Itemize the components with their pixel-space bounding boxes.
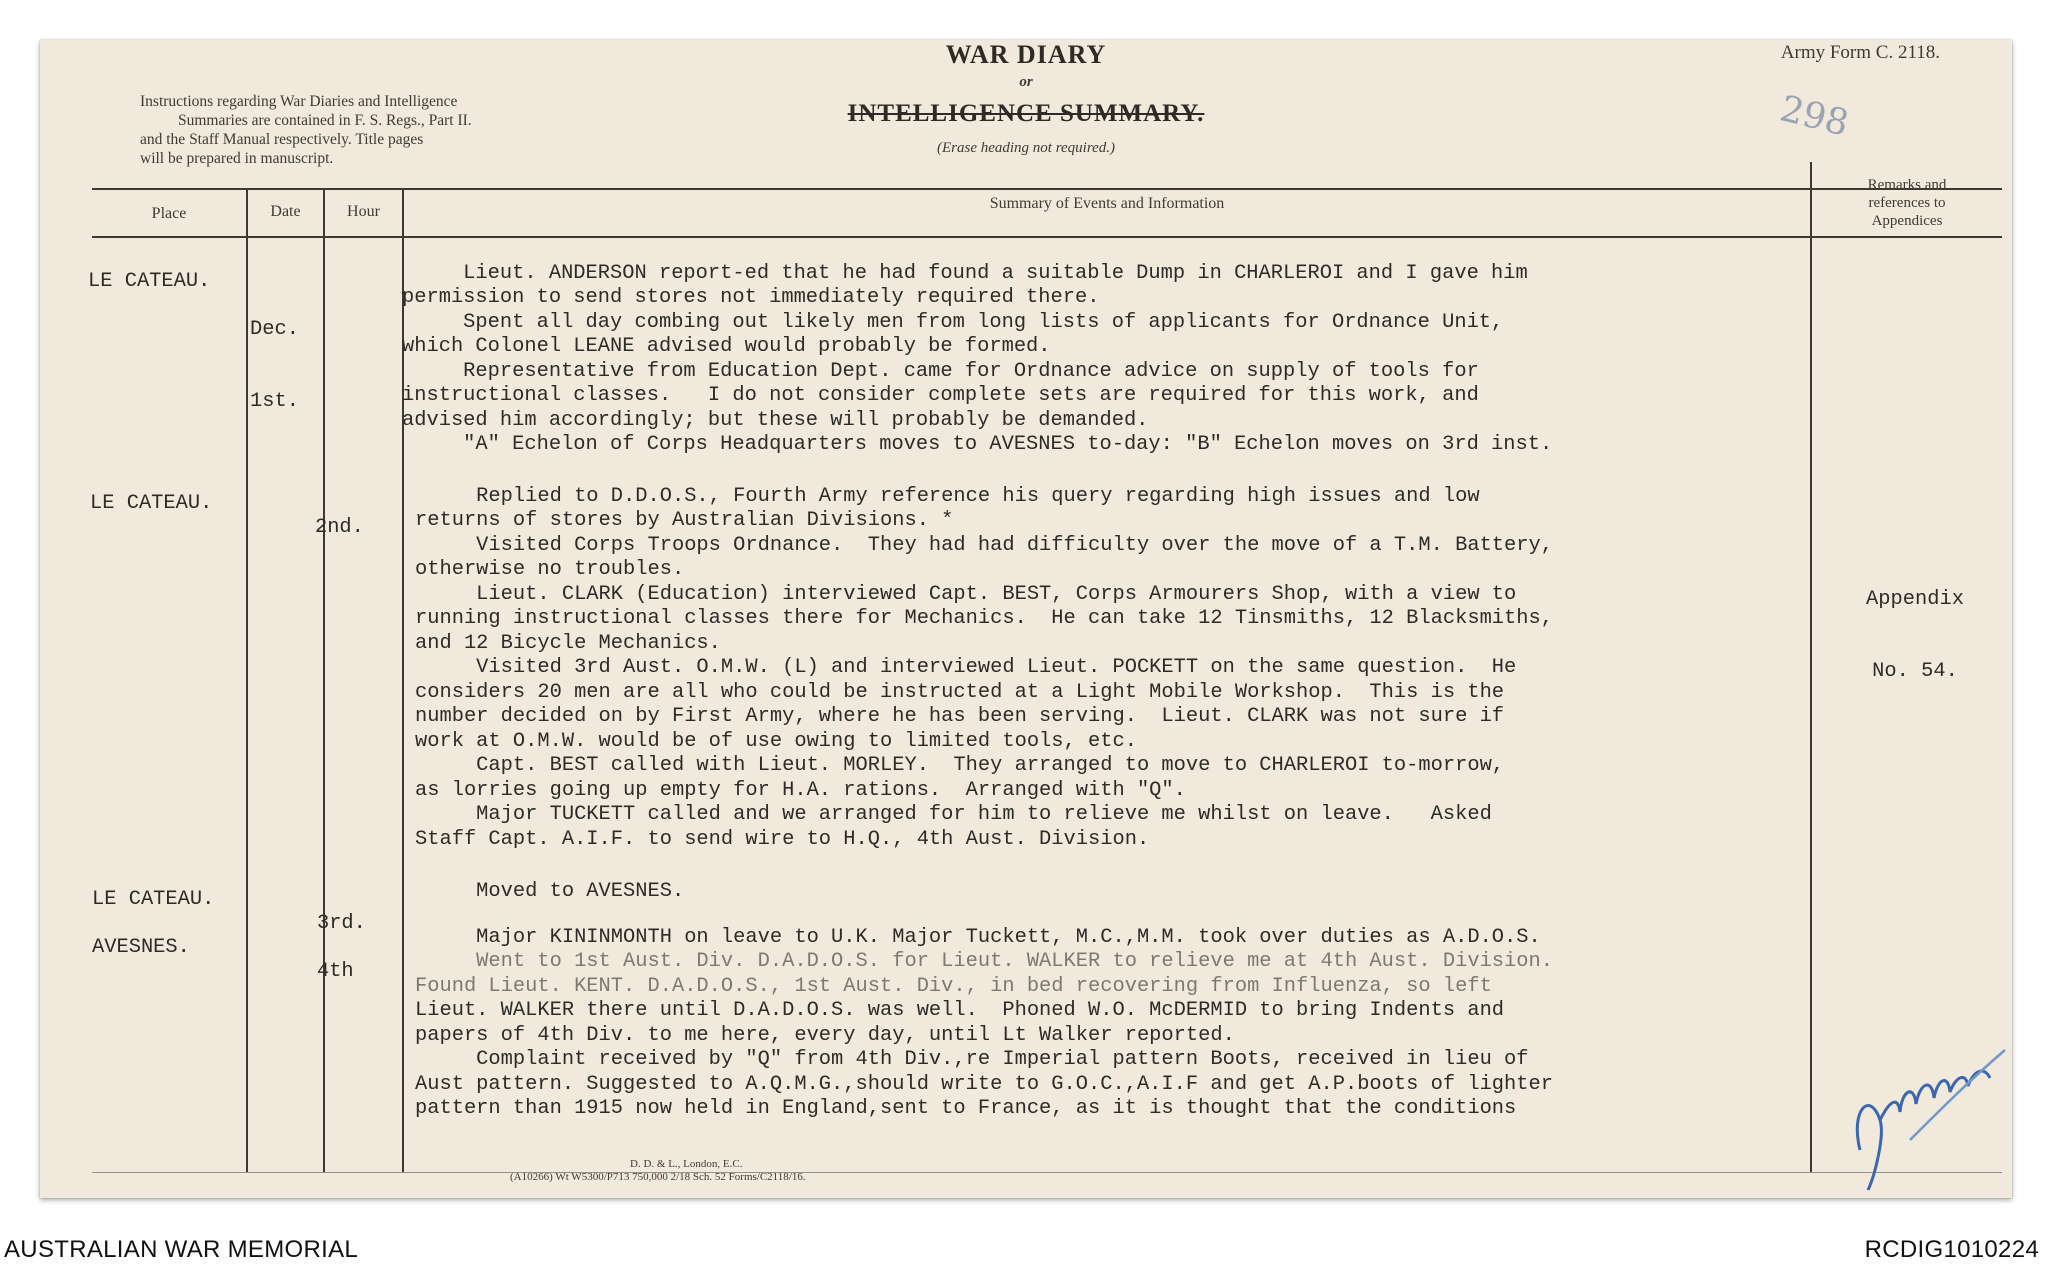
summary-line: as lorries going up empty for H.A. rations. Arranged with "Q".: [415, 779, 1186, 802]
title-or: or: [1019, 74, 1033, 90]
summary-line: papers of 4th Div. to me here, every day, until Lt Walker reported.: [415, 1024, 1235, 1047]
table-top-rule: [92, 188, 2002, 190]
column-header-place: Place: [151, 205, 187, 222]
printer-name: D. D. & L., London, E.C.: [630, 1158, 743, 1170]
remarks-header-line: Remarks and: [1867, 177, 1947, 193]
summary-line: returns of stores by Australian Divisions. *: [415, 509, 954, 532]
remarks-header-line: references to: [1868, 195, 1946, 211]
column-header-date: Date: [270, 203, 301, 220]
entry-date-line: 4th: [316, 960, 354, 983]
summary-line: Major TUCKETT called and we arranged for him to relieve me whilst on leave. Asked: [415, 803, 1492, 826]
erase-heading-note: (Erase heading not required.): [936, 140, 1116, 156]
summary-line: work at O.M.W. would be of use owing to limited tools, etc.: [415, 730, 1137, 753]
summary-line: Spent all day combing out likely men from long lists of applicants for Ordnance Unit,: [402, 311, 1504, 334]
summary-line: Staff Capt. A.I.F. to send wire to H.Q., 4th Aust. Division.: [415, 828, 1150, 851]
entry-date-line: 2nd.: [314, 516, 364, 539]
remarks-header-line: Appendices: [1871, 213, 1943, 229]
summary-line: considers 20 men are all who could be instructed at a Light Mobile Workshop. This is the: [415, 681, 1505, 704]
summary-line: running instructional classes there for Mechanics. He can take 12 Tinsmiths, 12 Blacksmiths,: [415, 607, 1553, 630]
appendix-reference: [1820, 540, 2010, 732]
summary-line: otherwise no troubles.: [415, 558, 685, 581]
summary-line: Lieut. ANDERSON report-ed that he had found a suitable Dump in CHARLEROI and I gave him: [402, 262, 1528, 285]
appendix-label: Appendix: [1866, 588, 1964, 611]
instructions-line: will be prepared in manuscript.: [140, 150, 334, 167]
entry-date-line: 1st.: [250, 390, 299, 413]
summary-line: Major KININMONTH on leave to U.K. Major Tuckett, M.C.,M.M. took over duties as A.D.O.S.: [415, 926, 1541, 949]
summary-line: Lieut. WALKER there until D.A.D.O.S. was well. Phoned W.O. McDERMID to bring Indents and: [415, 999, 1505, 1022]
entry-date: [250, 270, 299, 462]
war-diary-page: [40, 40, 2012, 1198]
archive-caption-right: RCDIG1010224: [1864, 1236, 2039, 1263]
summary-line: Representative from Education Dept. came for Ordnance advice on supply of tools for: [402, 360, 1479, 383]
column-divider: [1810, 162, 1812, 1172]
summary-line: permission to send stores not immediately required there.: [402, 286, 1100, 309]
column-header-hour: Hour: [347, 203, 380, 220]
summary-line: Capt. BEST called with Lieut. MORLEY. They arranged to move to CHARLEROI to-morrow,: [415, 754, 1505, 777]
entry-place: LE CATEAU.: [88, 270, 211, 293]
form-code: (A10266) Wt W5300/P713 750,000 2/18 Sch. 52 Forms/C2118/16.: [510, 1171, 806, 1183]
printer-imprint: [510, 1158, 806, 1184]
title-intelligence-summary: INTELLIGENCE SUMMARY.: [847, 100, 1205, 127]
summary-line: Complaint received by "Q" from 4th Div.,re Imperial pattern Boots, received in lieu of: [415, 1048, 1529, 1071]
instructions-line: Instructions regarding War Diaries and Intelligence: [140, 93, 458, 110]
entry-date-line: Dec.: [250, 318, 299, 341]
handwritten-signature: [1840, 1000, 2010, 1200]
entry-place: LE CATEAU.: [90, 492, 213, 515]
entry-date-line: 3rd.: [316, 912, 366, 935]
summary-line: Replied to D.D.O.S., Fourth Army reference his query regarding high issues and low: [415, 485, 1480, 508]
summary-line: which Colonel LEANE advised would probably be formed.: [402, 335, 1051, 358]
instructions-line: Summaries are contained in F. S. Regs., Part II.: [178, 112, 472, 129]
summary-line: and 12 Bicycle Mechanics.: [415, 632, 721, 655]
table-bottom-rule: [92, 1172, 2002, 1173]
summary-line: Moved to AVESNES.: [415, 880, 685, 903]
archive-caption-left: AUSTRALIAN WAR MEMORIAL: [4, 1236, 359, 1263]
pencilled-folio-number: 298: [1776, 88, 1853, 145]
summary-line: Lieut. CLARK (Education) interviewed Capt. BEST, Corps Armourers Shop, with a view to: [415, 583, 1517, 606]
entry-place: AVESNES.: [92, 936, 190, 959]
summary-line: pattern than 1915 now held in England,sent to France, as it is thought that the conditions: [415, 1097, 1517, 1120]
summary-line: advised him accordingly; but these will probably be demanded.: [402, 409, 1149, 432]
summary-line: Aust pattern. Suggested to A.Q.M.G.,should write to G.O.C.,A.I.F and get A.P.boots of lighter: [415, 1073, 1553, 1096]
column-divider: [246, 188, 248, 1172]
army-form-number: Army Form C. 2118.: [1780, 42, 1940, 63]
summary-line: number decided on by First Army, where he has been serving. Lieut. CLARK was not sure if: [415, 705, 1505, 728]
summary-line: instructional classes. I do not consider complete sets are required for this work, and: [402, 384, 1479, 407]
title-war-diary: WAR DIARY: [945, 40, 1107, 69]
column-header-remarks: [1812, 176, 2002, 230]
appendix-number: No. 54.: [1872, 660, 1958, 683]
entry-place: LE CATEAU.: [92, 888, 215, 911]
column-header-summary: Summary of Events and Information: [989, 195, 1225, 212]
summary-line: Visited Corps Troops Ordnance. They had had difficulty over the move of a T.M. Battery,: [415, 534, 1553, 557]
entry-date: [266, 492, 364, 564]
summary-line: Visited 3rd Aust. O.M.W. (L) and interviewed Lieut. POCKETT on the same question. He: [415, 656, 1517, 679]
summary-line: Found Lieut. KENT. D.A.D.O.S., 1st Aust. Div., in bed recovering from Influenza, so left: [415, 975, 1492, 998]
instructions-line: and the Staff Manual respectively. Title pages: [140, 131, 424, 148]
table-header-rule: [92, 236, 2002, 238]
summary-line: Went to 1st Aust. Div. D.A.D.O.S. for Lieut. WALKER to relieve me at 4th Aust. Division.: [415, 950, 1553, 973]
entry-date: [268, 936, 354, 1008]
summary-line: "A" Echelon of Corps Headquarters moves to AVESNES to-day: "B" Echelon moves on 3rd inst.: [402, 433, 1553, 456]
column-divider: [323, 188, 325, 1172]
